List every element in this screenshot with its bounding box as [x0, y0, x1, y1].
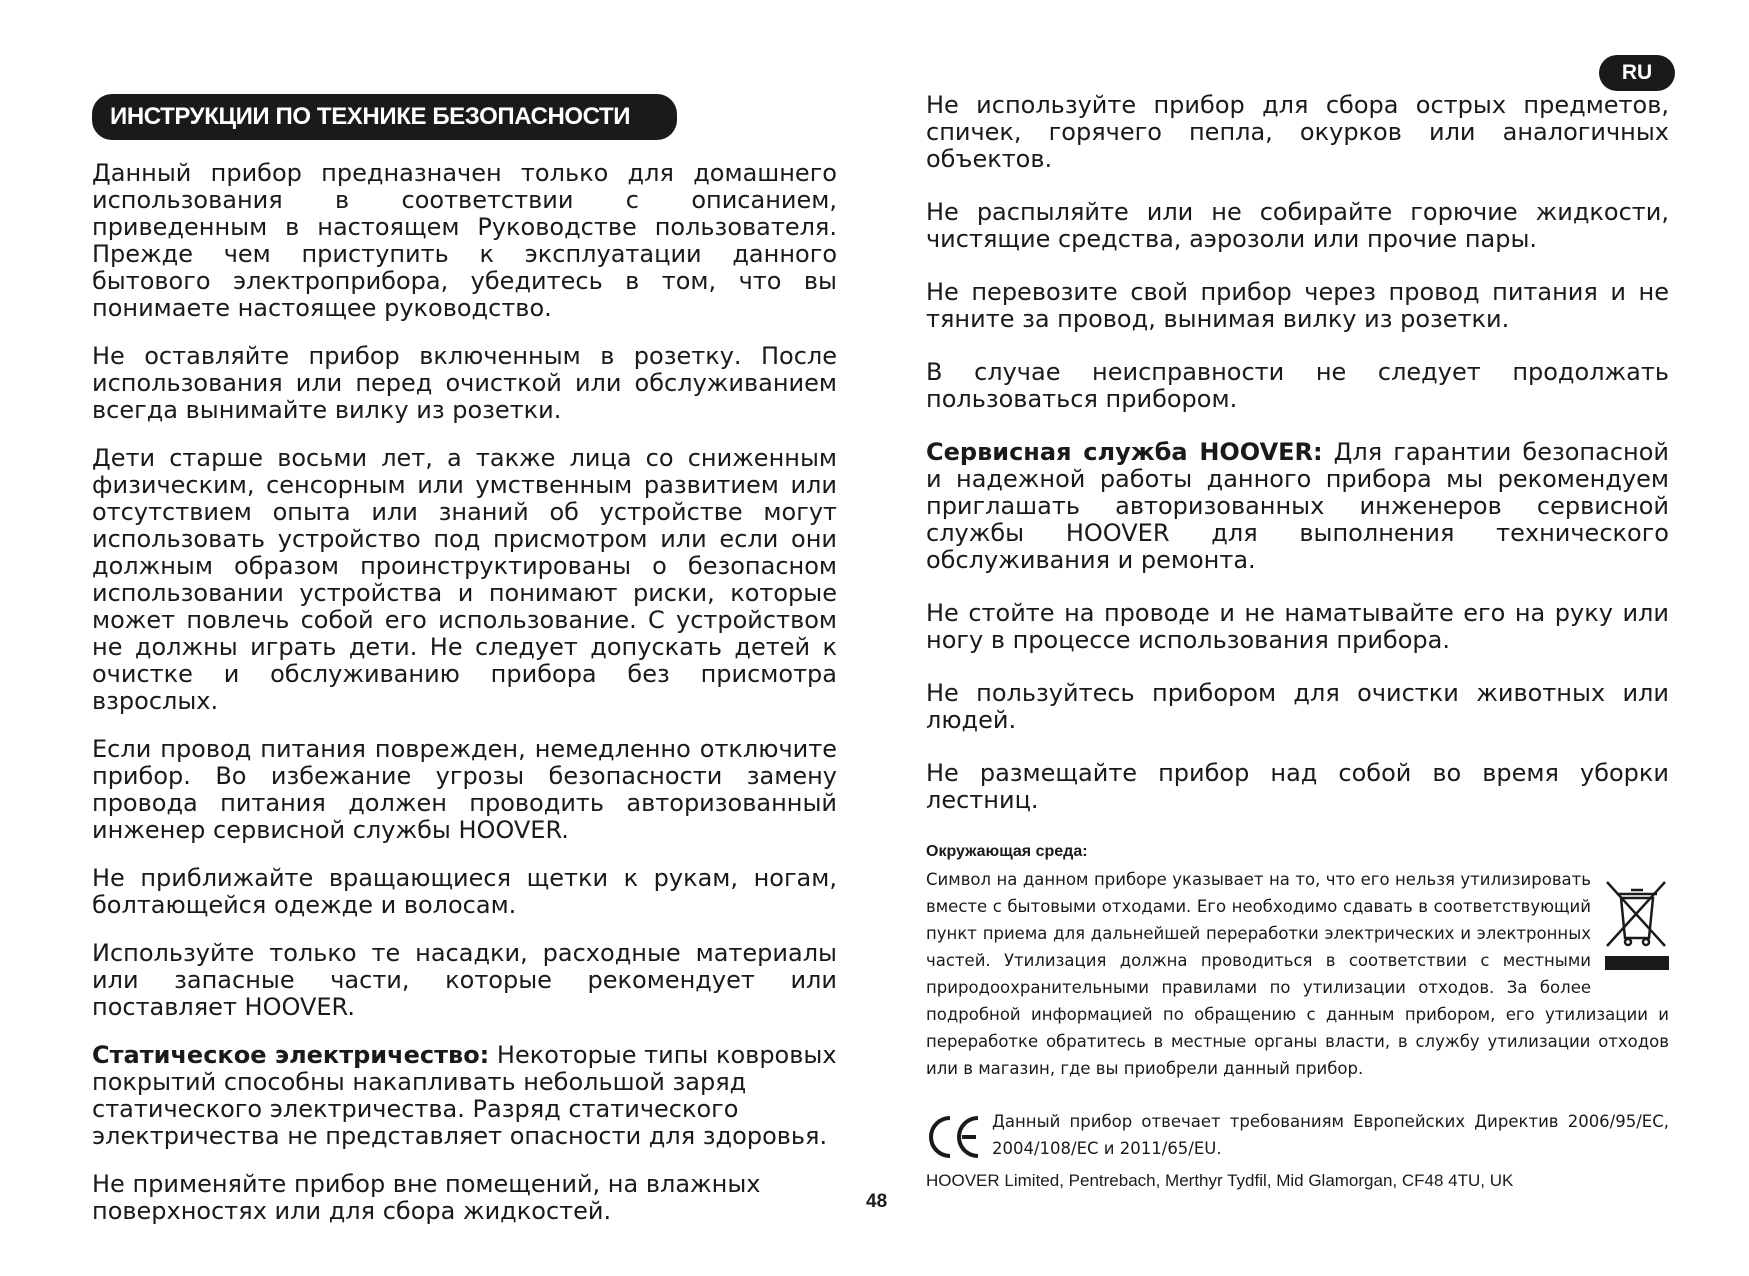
- paragraph-static-electricity: [92, 1042, 837, 1150]
- paragraph-animals-people: Не пользуйтесь прибором для очистки животных или людей.: [926, 679, 1669, 734]
- compliance-text: Данный прибор отвечает требованиям Европейских Директив 2006/95/EC, 2004/108/EC и 2011/65/EU.: [992, 1112, 1669, 1158]
- static-electricity-lead: Статическое электричество:: [92, 1041, 490, 1069]
- paragraph-standing-on-cord: Не стойте на проводе и не наматывайте его на руку или ногу в процессе использования прибора.: [926, 599, 1669, 654]
- paragraph-stairs: Не размещайте прибор над собой во время уборки лестниц.: [926, 759, 1669, 814]
- service-text: Для гарантии безопасной и надежной работы данного прибора мы рекомендуем приглашать авторизованных инженеров сервисной службы HOOVER для выполнения технического обслуживания и ремонта.: [926, 438, 1669, 574]
- right-column: [926, 92, 1669, 1162]
- page-number: 48: [866, 1191, 888, 1212]
- environment-text: Символ на данном приборе указывает на то, что его нельзя утилизировать вместе с бытовыми отходами. Его необходимо сдавать в соответствующий пункт приема для дальнейшей переработки электрических и электронных частей. Утилизация должна проводиться в соответствии с местными природоохранительными правилами по утилизации отходов. За более подробной информацией по обращению с данным прибором, его утилизации и переработке обратитесь в местные органы власти, в службу утилизации отходов или в магазин, где вы приобрели данный прибор.: [926, 870, 1669, 1078]
- service-lead: Сервисная служба HOOVER:: [926, 438, 1323, 466]
- ce-mark-icon: [926, 1112, 982, 1162]
- paragraph-intended-use: Данный прибор предназначен только для домашнего использования в соответствии с описанием, приведенным в настоящем Руководстве пользователя. Прежде чем приступить к эксплуатации данного бытового электроприбора, убедитесь в том, что вы понимаете настоящее руководство.: [92, 159, 837, 322]
- paragraph-outdoor-use: Не применяйте прибор вне помещений, на влажных поверхностях или для сбора жидкостей.: [92, 1170, 761, 1225]
- manufacturer-address: HOOVER Limited, Pentrebach, Merthyr Tydfil, Mid Glamorgan, CF48 4TU, UK: [926, 1171, 1514, 1190]
- paragraph-children: Дети старше восьми лет, а также лица со сниженным физическим, сенсорным или умственным развитием или отсутствием опыта или знаний об устройстве могут использовать устройство под присмотром или если они должным образом проинструктированы о безопасном использовании устройства и понимают риски, которые может повлечь собой его использование. С устройством не должны играть дети. Не следует допускать детей к очистке и обслуживанию прибора без присмотра взрослых.: [92, 444, 837, 715]
- paragraph-accessories: Используйте только те насадки, расходные материалы или запасные части, которые рекомендует или поставляет HOOVER.: [92, 939, 837, 1021]
- compliance-row: [926, 1108, 1669, 1162]
- paragraph-damaged-cord: Если провод питания поврежден, немедленно отключите прибор. Во избежание угрозы безопасности замену провода питания должен проводить авторизованный инженер сервисной службы HOOVER.: [92, 735, 837, 844]
- paragraph-service: [926, 439, 1669, 574]
- paragraph-malfunction: В случае неисправности не следует продолжать пользоваться прибором.: [926, 358, 1669, 413]
- paragraph-unplug: Не оставляйте прибор включенным в розетку. После использования или перед очисткой или обслуживанием всегда вынимайте вилку из розетки.: [92, 342, 837, 424]
- paragraph-rotating-brushes: Не приближайте вращающиеся щетки к рукам, ногам, болтающейся одежде и волосам.: [92, 864, 837, 919]
- paragraph-cord-handling: Не перевозите свой прибор через провод питания и не тяните за провод, вынимая вилку из розетки.: [926, 278, 1669, 333]
- environment-section: [926, 840, 1669, 1082]
- paragraph-flammable-liquids: Не распыляйте или не собирайте горючие жидкости, чистящие средства, аэрозоли или прочие пары.: [926, 198, 1669, 253]
- left-column: [92, 160, 837, 1246]
- section-title-text: ИНСТРУКЦИИ ПО ТЕХНИКЕ БЕЗОПАСНОСТИ: [110, 103, 631, 130]
- paragraph-sharp-objects: Не используйте прибор для сбора острых предметов, спичек, горячего пепла, окурков или аналогичных объектов.: [926, 91, 1669, 173]
- section-title: [92, 94, 677, 140]
- language-badge: RU: [1599, 55, 1675, 91]
- static-electricity-text: Некоторые типы ковровых покрытий способны накапливать небольшой заряд статического электричества. Разряд статического электричества не представляет опасности для здоровья.: [92, 1041, 837, 1150]
- crossed-out-wheelie-bin-icon: [1605, 876, 1669, 976]
- environment-heading: Окружающая среда:: [926, 843, 1088, 860]
